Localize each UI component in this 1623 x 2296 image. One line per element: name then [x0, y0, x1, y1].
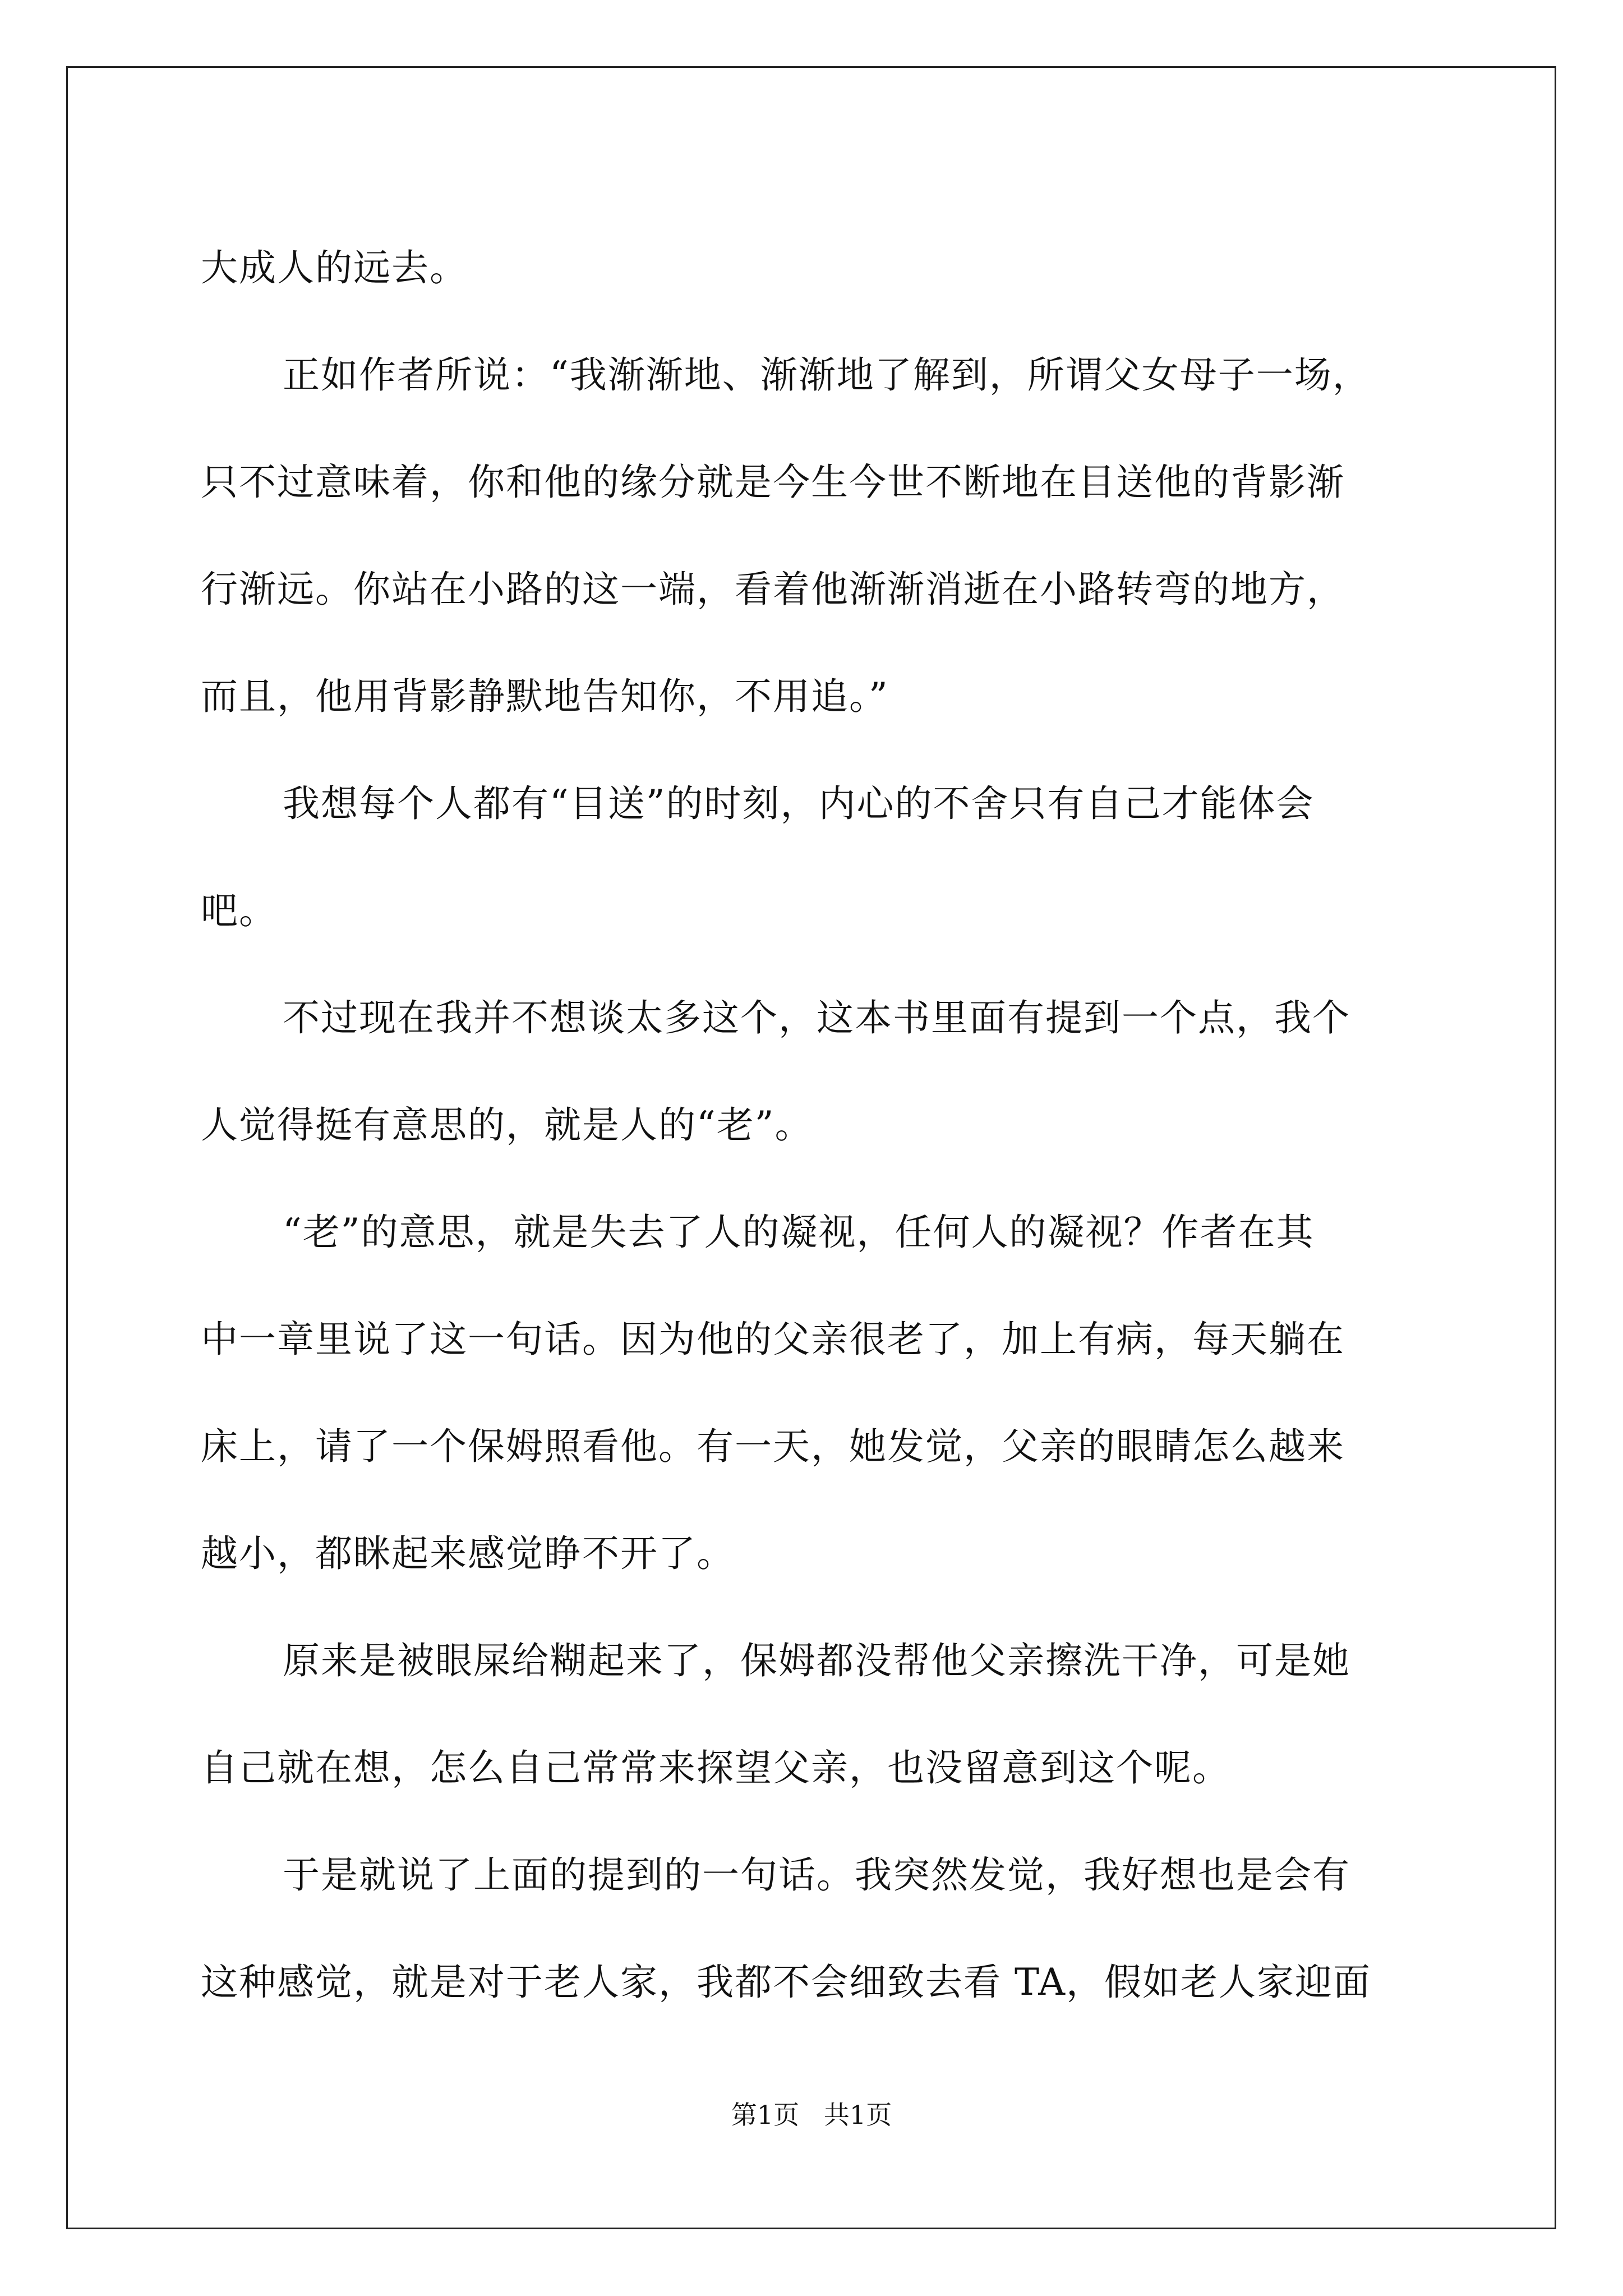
text-line: 中一章里说了这一句话。因为他的父亲很老了，加上有病，每天躺在 — [201, 1318, 1345, 1361]
text-line: 而且，他用背影静默地告知你，不用追。” — [201, 675, 889, 718]
text-line: 床上，请了一个保姆照看他。有一天，她发觉，父亲的眼睛怎么越来 — [201, 1425, 1345, 1468]
text-line: 大成人的远去。 — [201, 246, 468, 289]
text-line: 这种感觉，就是对于老人家，我都不会细致去看 TA，假如老人家迎面 — [201, 1961, 1372, 2004]
page-footer — [0, 2098, 1623, 2132]
text-line: 原来是被眼屎给糊起来了，保姆都没帮他父亲擦洗干净，可是她 — [283, 1639, 1350, 1682]
text-line: “老”的意思，就是失去了人的凝视，任何人的凝视？作者在其 — [283, 1211, 1315, 1254]
text-line: 我想每个人都有“目送”的时刻，内心的不舍只有自己才能体会 — [283, 782, 1315, 825]
text-line: 于是就说了上面的提到的一句话。我突然发觉，我好想也是会有 — [283, 1853, 1350, 1897]
text-line: 行渐远。你站在小路的这一端，看着他渐渐消逝在小路转弯的地方， — [201, 568, 1345, 611]
body-text — [201, 214, 1435, 2036]
text-line: 正如作者所说：“我渐渐地、渐渐地了解到，所谓父女母子一场， — [283, 353, 1371, 397]
page-number: 第1页 共1页 — [731, 2100, 892, 2130]
text-line: 吧。 — [201, 889, 277, 932]
text-line: 越小，都眯起来感觉睁不开了。 — [201, 1532, 735, 1575]
text-line: 人觉得挺有意思的，就是人的“老”。 — [201, 1103, 813, 1147]
text-line: 不过现在我并不想谈太多这个，这本书里面有提到一个点，我个 — [283, 996, 1350, 1039]
text-line: 只不过意味着，你和他的缘分就是今生今世不断地在目送他的背影渐 — [201, 461, 1345, 504]
text-line: 自己就在想，怎么自己常常来探望父亲，也没留意到这个呢。 — [201, 1746, 1230, 1789]
